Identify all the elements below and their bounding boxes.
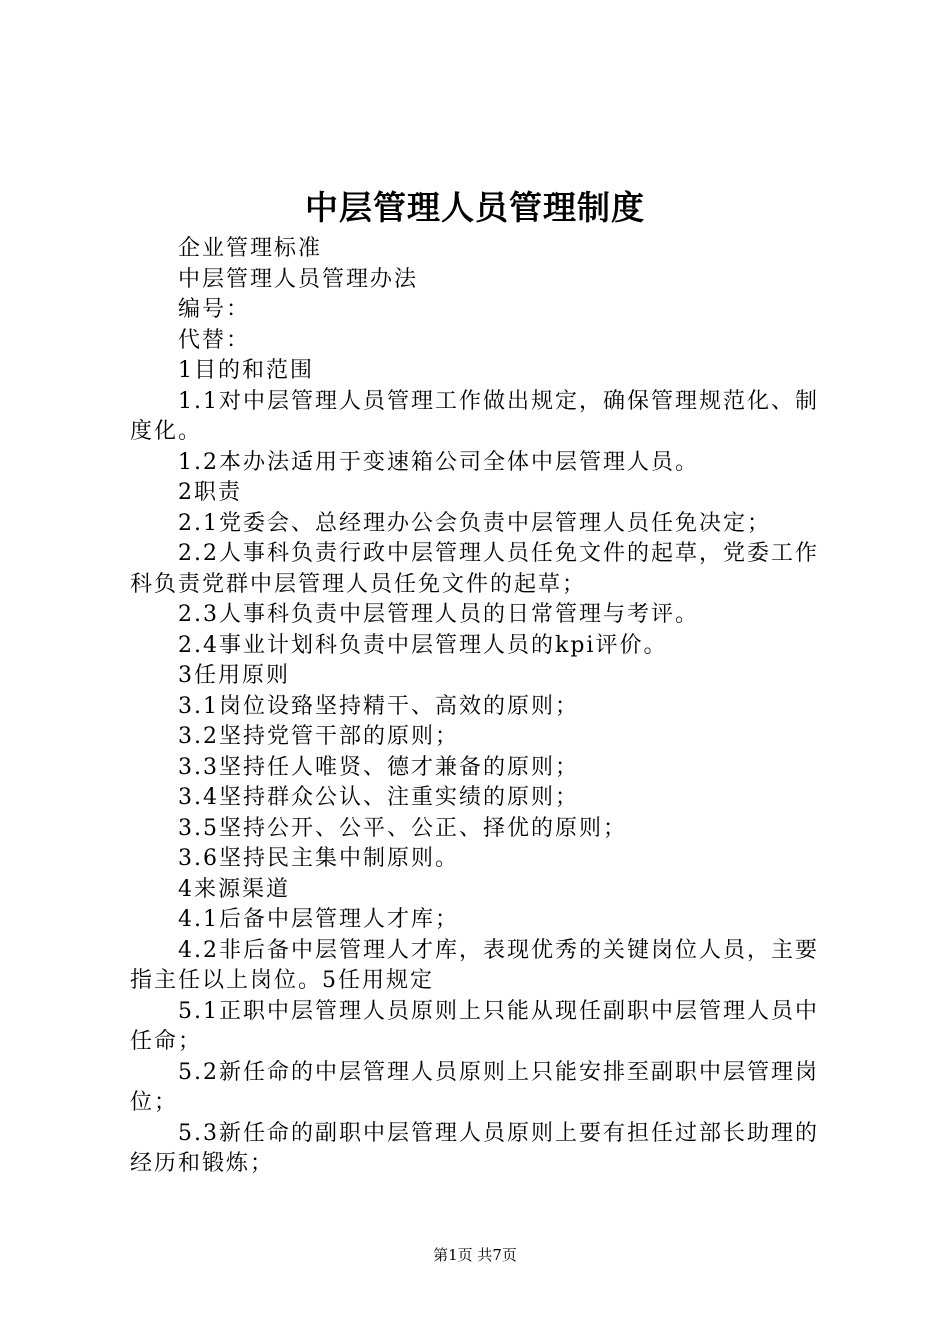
- paragraph: 2.3人事科负责中层管理人员的日常管理与考评。: [178, 602, 699, 627]
- paragraph: 4.1后备中层管理人才库；: [178, 907, 459, 932]
- paragraph: 3.3坚持任人唯贤、德才兼备的原则；: [178, 754, 579, 780]
- document-title: 中层管理人员管理制度: [305, 188, 645, 227]
- paragraph: 5.1正职中层管理人员原则上只能从现任副职中层管理人员中任命；: [130, 998, 819, 1054]
- section-heading: 3任用原则: [178, 663, 290, 688]
- paragraph: 5.2新任命的中层管理人员原则上只能安排至副职中层管理岗位；: [130, 1059, 819, 1115]
- paragraph: 3.2坚持党管干部的原则；: [178, 724, 459, 749]
- paragraph: 2.4事业计划科负责中层管理人员的kpi评价。: [178, 632, 668, 658]
- paragraph: 中层管理人员管理办法: [178, 266, 419, 292]
- paragraph: 3.5坚持公开、公平、公正、择优的原则；: [178, 815, 627, 841]
- paragraph: 编号：: [178, 297, 251, 322]
- paragraph: 2.1党委会、总经理办公会负责中层管理人员任免决定；: [178, 510, 771, 536]
- paragraph: 代替：: [178, 327, 251, 353]
- paragraph: 1.1对中层管理人员管理工作做出规定，确保管理规范化、制度化。: [130, 388, 819, 444]
- paragraph: 3.1岗位设臵坚持精干、高效的原则；: [178, 693, 579, 719]
- document-body: [130, 234, 835, 1180]
- section-heading: 1目的和范围: [178, 358, 314, 383]
- section-heading: 2职责: [178, 480, 242, 505]
- paragraph: 1.2本办法适用于变速箱公司全体中层管理人员。: [178, 449, 699, 475]
- paragraph: 3.4坚持群众公认、注重实绩的原则；: [178, 785, 579, 810]
- page-number-footer: 第1页 共7页: [433, 1246, 517, 1264]
- paragraph: 5.3新任命的副职中层管理人员原则上要有担任过部长助理的经历和锻炼；: [130, 1120, 819, 1176]
- paragraph: 企业管理标准: [178, 236, 323, 261]
- section-heading: 4来源渠道: [178, 876, 290, 902]
- paragraph: 2.2人事科负责行政中层管理人员任免文件的起草，党委工作科负责党群中层管理人员任免文件的起草；: [130, 541, 819, 597]
- paragraph: 4.2非后备中层管理人才库，表现优秀的关键岗位人员，主要指主任以上岗位。5任用规定: [130, 937, 819, 993]
- paragraph: 3.6坚持民主集中制原则。: [178, 846, 459, 871]
